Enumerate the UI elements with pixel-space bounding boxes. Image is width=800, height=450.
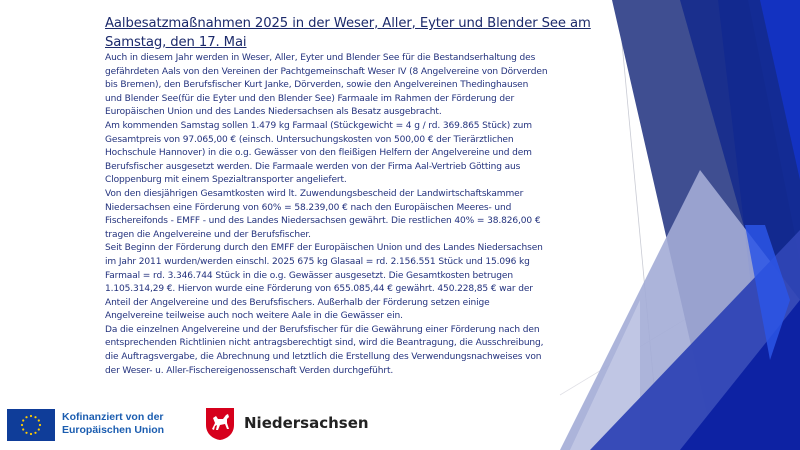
slide-content [105,14,610,378]
eu-flag-icon [7,409,55,441]
text-line: Cloppenburg mit einem Spezialtransporter angeliefert. [105,175,347,186]
text-line: Angelvereine teilweise auch noch weitere Aale in die Gewässer ein. [105,311,403,322]
text-line: bis Bremen), den Berufsfischer Kurt Janke, Dörverden, sowie den Angelvereinen Thedinghausen [105,80,529,91]
text-line: Da die einzelnen Angelvereine und der Berufsfischer für die Gewährung einer Förderung nach den [105,324,540,335]
text-line: Niedersachsen eine Förderung von 60% = 58.239,00 € nach den Europäischen Meeres- und [105,202,512,213]
text-line: tragen die Angelvereine und der Berufsfischer. [105,229,311,240]
text-line: gefährdeten Aals von den Vereinen der Pachtgemeinschaft Weser IV (8 Angelvereine von Dörverden [105,66,548,77]
eu-stars-icon [7,409,55,441]
paragraph-3 [105,188,610,242]
paragraph-5 [105,324,610,378]
text-line: und Blender See(für die Eyter und den Blender See) Farmaale im Rahmen der Förderung der [105,93,515,104]
title-line-1: Aalbesatzmaßnahmen 2025 in der Weser, Aller, Eyter und Blender See am [105,16,591,31]
text-line: die Auftragsvergabe, die Abrechnung und letztlich die Erstellung des Verwendungsnachweises von [105,352,542,363]
title-line-2: Samstag, den 17. Mai [105,35,247,50]
text-line: entsprechenden Richtlinien nicht antragsberechtigt sind, wird die Beantragung, die Ausschreibung, [105,338,544,349]
text-line: Auch in diesem Jahr werden in Weser, Aller, Eyter und Blender See für die Bestandserhaltung des [105,53,536,63]
text-line: Anteil der Angelvereine und des Berufsfischers. Außerhalb der Förderung setzen einige [105,297,490,308]
text-line: Am kommenden Samstag sollen 1.479 kg Farmaal (Stückgewicht = 4 g / rd. 369.865 Stück) zum [105,120,532,131]
text-line: Gesamtpreis von 97.065,00 € (einsch. Untersuchungskosten von 500,00 € der Tierärztlichen [105,134,514,145]
text-line: der Weser- u. Aller-Fischereigenossenschaft Verden durchgeführt. [105,365,394,376]
text-line: Farmaal = rd. 3.346.744 Stück in die o.g. Gewässer ausgesetzt. Die Gesamtkosten betrugen [105,270,513,281]
paragraph-4 [105,242,610,324]
text-line: Fischereifonds - EMFF - und des Landes Niedersachsen gewährt. Die restlichen 40% = 38.826,00 € [105,216,541,227]
eu-cofinanced-label [62,411,164,437]
text-line: Berufsfischer ausgesetzt werden. Die Farmaale werden von der Firma Aal-Vertrieb Götting aus [105,161,521,172]
slide-title [105,14,610,52]
eu-label-line-2: Europäischen Union [62,424,165,436]
text-line: Seit Beginn der Förderung durch den EMFF der Europäischen Union und des Landes Niedersachsen [105,243,543,254]
text-line: Von den diesjährigen Gesamtkosten wird lt. Zuwendungsbescheid der Landwirtschaftskammer [105,188,524,199]
text-line: Hochschule Hannover) in die o.g. Gewässer von den fleißigen Helfern der Angelvereine und dem [105,148,532,159]
footer-logos [0,400,380,450]
text-line: Europäischen Union und des Landes Niedersachsen als Besatz ausgebracht. [105,107,442,118]
text-line: 1.105.314,29 €. Hiervon wurde eine Förderung von 655.085,44 € gewährt. 450.228,85 € war der [105,284,533,295]
niedersachsen-horse-shield-icon [205,407,235,441]
eu-label-line-1: Kofinanziert von der [62,411,164,423]
paragraph-2 [105,120,610,188]
paragraph-1 [105,52,610,120]
text-line: im Jahr 2011 wurden/werden einschl. 2025 675 kg Glasaal = rd. 2.156.551 Stück und 15.096 kg [105,256,530,267]
niedersachsen-label: Niedersachsen [244,414,369,432]
